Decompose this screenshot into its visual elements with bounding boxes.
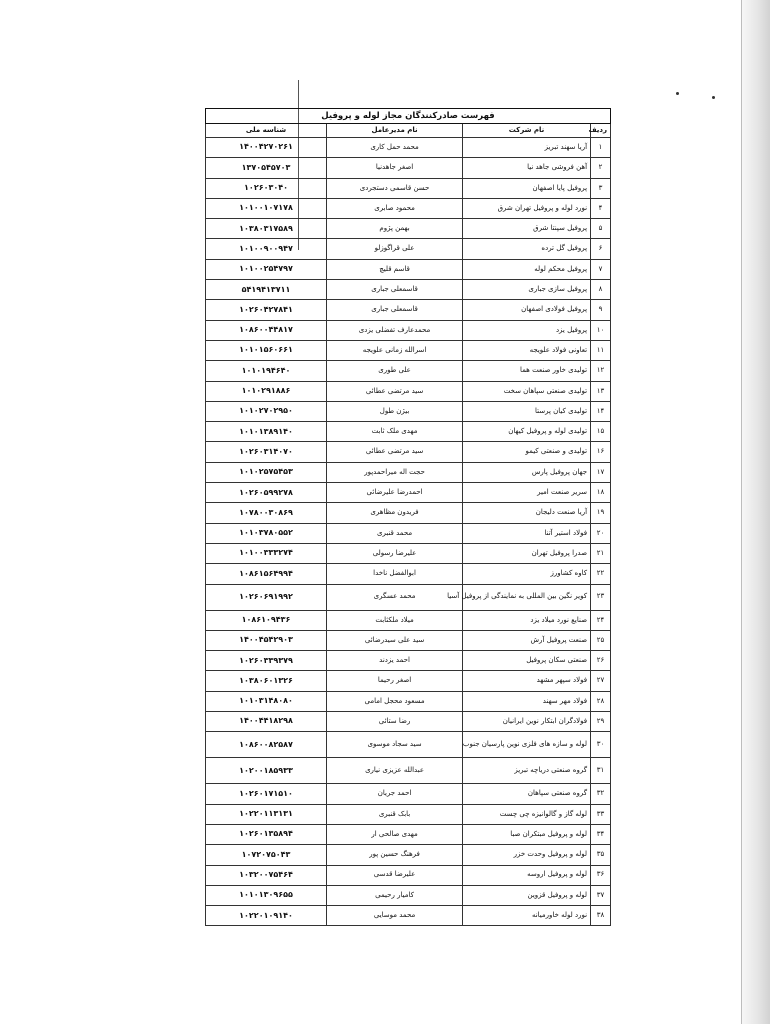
row-national-id: ۱۰۲۶۰۳۰۴۰ (206, 178, 327, 198)
row-company: جهان پروفیل پارس (463, 462, 591, 482)
row-national-id: ۱۰۳۸۰۳۱۷۵۸۹ (206, 219, 327, 239)
row-manager: اسرالله زمانی علویجه (327, 340, 463, 360)
row-national-id: ۱۰۲۶۰۵۹۹۲۷۸ (206, 483, 327, 503)
row-index: ۲۲ (591, 564, 611, 584)
row-index: ۳۲ (591, 784, 611, 804)
row-index: ۱۲ (591, 361, 611, 381)
row-index: ۲۱ (591, 543, 611, 563)
row-company: پروفیل یزد (463, 320, 591, 340)
row-national-id: ۱۰۳۲۰۰۷۵۴۶۴ (206, 865, 327, 885)
row-index: ۴ (591, 198, 611, 218)
row-company: پروفیل سازی جباری (463, 280, 591, 300)
table-row (206, 219, 611, 239)
row-national-id: ۱۰۸۶۰۰۴۴۸۱۷ (206, 320, 327, 340)
row-manager: احمدرضا علیرضائی (327, 483, 463, 503)
row-index: ۲ (591, 158, 611, 178)
row-index: ۶ (591, 239, 611, 259)
row-company: تعاونی فولاد علویجه (463, 340, 591, 360)
row-manager: رضا ستائی (327, 712, 463, 732)
row-manager: ابوالفضل ناخدا (327, 564, 463, 584)
row-company: فولادگران ابتکار نوین ایرانیان (463, 712, 591, 732)
row-index: ۳۸ (591, 906, 611, 926)
row-company: لوله و پروفیل وحدت خزر (463, 845, 591, 865)
row-national-id: ۱۰۷۸۰۰۳۰۸۶۹ (206, 503, 327, 523)
row-index: ۲۷ (591, 671, 611, 691)
row-company: کاوه کشاورز (463, 564, 591, 584)
row-company: فولاد مهر سهند (463, 691, 591, 711)
row-index: ۳۰ (591, 732, 611, 758)
row-index: ۳۷ (591, 885, 611, 905)
row-index: ۲۵ (591, 630, 611, 650)
row-index: ۵ (591, 219, 611, 239)
table-row (206, 422, 611, 442)
row-national-id: ۱۰۲۰۰۱۸۵۹۳۳ (206, 758, 327, 784)
table-row (206, 462, 611, 482)
table-row (206, 178, 611, 198)
row-company: کویر نگین بین المللی به نمایندگی از پروفیل آسیا (463, 584, 591, 610)
row-national-id: ۱۰۱۰۰۹۰۰۹۴۷ (206, 239, 327, 259)
row-company: پروفیل سپنتا شرق (463, 219, 591, 239)
row-company: تولیدی خاور صنعت هما (463, 361, 591, 381)
row-manager: سید علی سیدرضائی (327, 630, 463, 650)
row-manager: سید سجاد موسوی (327, 732, 463, 758)
row-national-id: ۱۴۰۰۴۴۱۸۲۹۸ (206, 712, 327, 732)
row-national-id: ۱۰۲۶۰۳۳۹۳۷۹ (206, 651, 327, 671)
table-row (206, 732, 611, 758)
row-national-id: ۱۰۱۰۱۵۶۰۶۶۱ (206, 340, 327, 360)
row-national-id: ۵۴۱۹۴۱۳۷۱۱ (206, 280, 327, 300)
row-manager: علیرضا رسولی (327, 543, 463, 563)
table-row (206, 671, 611, 691)
row-index: ۳۵ (591, 845, 611, 865)
table-header-row (206, 124, 611, 138)
scan-speck (712, 96, 715, 99)
row-national-id: ۱۰۱۰۰۳۳۳۲۷۴ (206, 543, 327, 563)
row-manager: حسن قاسمی دستجردی (327, 178, 463, 198)
row-index: ۱۳ (591, 381, 611, 401)
table-row (206, 442, 611, 462)
row-company: گروه صنعتی سپاهان (463, 784, 591, 804)
row-index: ۲۰ (591, 523, 611, 543)
row-national-id: ۱۰۳۸۰۶۰۱۳۲۶ (206, 671, 327, 691)
row-company: پروفیل فولادی اصفهان (463, 300, 591, 320)
row-national-id: ۱۰۲۶۰۴۲۷۸۴۱ (206, 300, 327, 320)
table-row (206, 280, 611, 300)
row-company: فولاد سپهر مشهد (463, 671, 591, 691)
row-national-id: ۱۰۲۶۰۳۱۴۰۷۰ (206, 442, 327, 462)
table-row (206, 610, 611, 630)
row-national-id: ۱۰۱۰۲۷۰۲۹۵۰ (206, 401, 327, 421)
table-row (206, 300, 611, 320)
row-manager: احمد یزدند (327, 651, 463, 671)
row-company: گروه صنعتی دریاچه تبریز (463, 758, 591, 784)
row-company: تولیدی و صنعتی کیمو (463, 442, 591, 462)
row-index: ۱۶ (591, 442, 611, 462)
row-company: آهن فروشی جاهد نیا (463, 158, 591, 178)
scanner-edge-shadow (741, 0, 770, 1024)
row-manager: سید مرتضی عطائی (327, 381, 463, 401)
row-manager: سید مرتضی عطائی (327, 442, 463, 462)
row-national-id: ۱۰۱۰۰۲۵۴۷۹۷ (206, 259, 327, 279)
row-company: سریر صنعت امیر (463, 483, 591, 503)
row-manager: قاسمعلی جباری (327, 280, 463, 300)
row-company: تولیدی صنعتی سپاهان سخت (463, 381, 591, 401)
row-manager: اصغر جاهدنیا (327, 158, 463, 178)
row-national-id: ۱۰۸۶۱۰۹۴۳۶ (206, 610, 327, 630)
row-manager: علیرضا قدسی (327, 865, 463, 885)
row-manager: فرهنگ حسین پور (327, 845, 463, 865)
row-manager: علی طوری (327, 361, 463, 381)
table-row (206, 758, 611, 784)
row-national-id: ۱۰۱۰۳۷۸۰۵۵۲ (206, 523, 327, 543)
table-row (206, 503, 611, 523)
row-national-id: ۱۰۲۶۰۶۹۱۹۹۲ (206, 584, 327, 610)
row-index: ۱۹ (591, 503, 611, 523)
row-index: ۱۱ (591, 340, 611, 360)
row-index: ۳۴ (591, 824, 611, 844)
row-company: تولیدی کیان پرستا (463, 401, 591, 421)
row-index: ۸ (591, 280, 611, 300)
row-manager: بهمن پژوم (327, 219, 463, 239)
scan-speck (676, 92, 679, 95)
row-company: صنعت پروفیل آرش (463, 630, 591, 650)
row-manager: علی قراگوزلو (327, 239, 463, 259)
table-row (206, 651, 611, 671)
row-index: ۱۴ (591, 401, 611, 421)
table-row (206, 564, 611, 584)
row-manager: فریدون مظاهری (327, 503, 463, 523)
row-national-id: ۱۰۱۰۰۱۰۷۱۷۸ (206, 198, 327, 218)
row-company: لوله گاز و گالوانیزه چی چست (463, 804, 591, 824)
row-index: ۳۶ (591, 865, 611, 885)
row-manager: محمد موسایی (327, 906, 463, 926)
table-row (206, 845, 611, 865)
row-national-id: ۱۰۱۰۲۵۷۵۴۵۳ (206, 462, 327, 482)
row-company: تولیدی لوله و پروفیل کیهان (463, 422, 591, 442)
row-national-id: ۱۳۷۰۵۴۵۷۰۳ (206, 158, 327, 178)
row-manager: مهدی ملک ثابت (327, 422, 463, 442)
row-national-id: ۱۰۱۰۱۳۰۹۶۵۵ (206, 885, 327, 905)
table-row (206, 630, 611, 650)
page-title: فهرست صادرکنندگان مجاز لوله و پروفیل (206, 109, 611, 124)
row-national-id: ۱۰۲۲۰۱۰۹۱۴۰ (206, 906, 327, 926)
row-national-id: ۱۰۲۲۰۱۱۳۱۳۱ (206, 804, 327, 824)
row-national-id: ۱۰۲۶۰۱۷۱۵۱۰ (206, 784, 327, 804)
row-manager: بابک قنبری (327, 804, 463, 824)
table-row (206, 865, 611, 885)
row-manager: محمد حمل کاری (327, 138, 463, 158)
row-manager: عبدالله عزیزی نیاری (327, 758, 463, 784)
row-manager: محمدعارف تفضلی یزدی (327, 320, 463, 340)
row-company: نورد لوله خاورمیانه (463, 906, 591, 926)
row-company: فولاد استیر آتنا (463, 523, 591, 543)
row-national-id: ۱۰۱۰۳۱۴۸۰۸۰ (206, 691, 327, 711)
row-manager: محمد قنبری (327, 523, 463, 543)
table-row (206, 784, 611, 804)
row-index: ۲۶ (591, 651, 611, 671)
row-index: ۲۴ (591, 610, 611, 630)
row-company: لوله و پروفیل مبتکران صبا (463, 824, 591, 844)
row-national-id: ۱۴۰۰۴۵۴۲۹۰۳ (206, 630, 327, 650)
row-company: لوله و پروفیل اروسه (463, 865, 591, 885)
row-company: لوله و پروفیل قزوین (463, 885, 591, 905)
table-row (206, 483, 611, 503)
row-company: صنایع نورد میلاد یزد (463, 610, 591, 630)
row-index: ۱ (591, 138, 611, 158)
row-company: نورد لوله و پروفیل تهران شرق (463, 198, 591, 218)
row-manager: قاسم قلیچ (327, 259, 463, 279)
table-row (206, 885, 611, 905)
header-manager: نام مدیرعامل (327, 124, 463, 138)
row-manager: محمود صابری (327, 198, 463, 218)
row-index: ۲۹ (591, 712, 611, 732)
row-index: ۱۰ (591, 320, 611, 340)
table-row (206, 584, 611, 610)
row-manager: حجت اله میراحمدپور (327, 462, 463, 482)
row-national-id: ۱۰۷۲۰۷۵۰۴۳ (206, 845, 327, 865)
row-manager: مهدی صالحی ار (327, 824, 463, 844)
table-row (206, 158, 611, 178)
row-company: پروفیل پایا اصفهان (463, 178, 591, 198)
row-manager: احمد جریان (327, 784, 463, 804)
row-index: ۲۸ (591, 691, 611, 711)
table-row (206, 824, 611, 844)
table-row (206, 361, 611, 381)
row-national-id: ۱۰۱۰۱۳۸۹۱۴۰ (206, 422, 327, 442)
table-row (206, 340, 611, 360)
row-company: صدرا پروفیل تهران (463, 543, 591, 563)
row-company: صنعتی سکان پروفیل (463, 651, 591, 671)
row-index: ۱۷ (591, 462, 611, 482)
row-index: ۳ (591, 178, 611, 198)
row-national-id: ۱۰۱۰۱۹۴۶۴۰ (206, 361, 327, 381)
row-index: ۱۸ (591, 483, 611, 503)
table-row (206, 381, 611, 401)
row-national-id: ۱۰۸۶۱۵۶۴۹۹۴ (206, 564, 327, 584)
row-company: آریا صنعت دلیجان (463, 503, 591, 523)
row-company: پروفیل گل ترده (463, 239, 591, 259)
row-manager: قاسمعلی جباری (327, 300, 463, 320)
row-manager: بیژن طول (327, 401, 463, 421)
row-manager: اصغر رحیما (327, 671, 463, 691)
row-index: ۲۳ (591, 584, 611, 610)
row-national-id: ۱۰۱۰۲۹۱۸۸۶ (206, 381, 327, 401)
header-company: نام شرکت (463, 124, 591, 138)
table-row (206, 320, 611, 340)
table-row (206, 198, 611, 218)
table-row (206, 138, 611, 158)
table-row (206, 239, 611, 259)
row-manager: میلاد ملکثابت (327, 610, 463, 630)
row-index: ۳۱ (591, 758, 611, 784)
table-row (206, 906, 611, 926)
table-row (206, 259, 611, 279)
row-manager: محمد عسگری (327, 584, 463, 610)
header-national-id: شناسه ملی (206, 124, 327, 138)
table-row (206, 804, 611, 824)
header-index: ردیف (591, 124, 611, 138)
row-manager: کامیار رحیمی (327, 885, 463, 905)
row-national-id: ۱۰۲۶۰۱۳۵۸۹۴ (206, 824, 327, 844)
row-national-id: ۱۴۰۰۴۲۷۰۲۶۱ (206, 138, 327, 158)
exporters-table (205, 108, 611, 926)
row-index: ۱۵ (591, 422, 611, 442)
row-company: لوله و سازه های فلزی نوین پارسیان جنوب (463, 732, 591, 758)
table-row (206, 691, 611, 711)
row-manager: مسعود محجل امامی (327, 691, 463, 711)
row-national-id: ۱۰۸۶۰۰۸۲۵۸۷ (206, 732, 327, 758)
row-company: آریا سهند تبریز (463, 138, 591, 158)
row-index: ۳۳ (591, 804, 611, 824)
row-index: ۷ (591, 259, 611, 279)
row-index: ۹ (591, 300, 611, 320)
row-company: پروفیل محکم لوله (463, 259, 591, 279)
table-row (206, 712, 611, 732)
table-row (206, 401, 611, 421)
table-row (206, 543, 611, 563)
table-row (206, 523, 611, 543)
